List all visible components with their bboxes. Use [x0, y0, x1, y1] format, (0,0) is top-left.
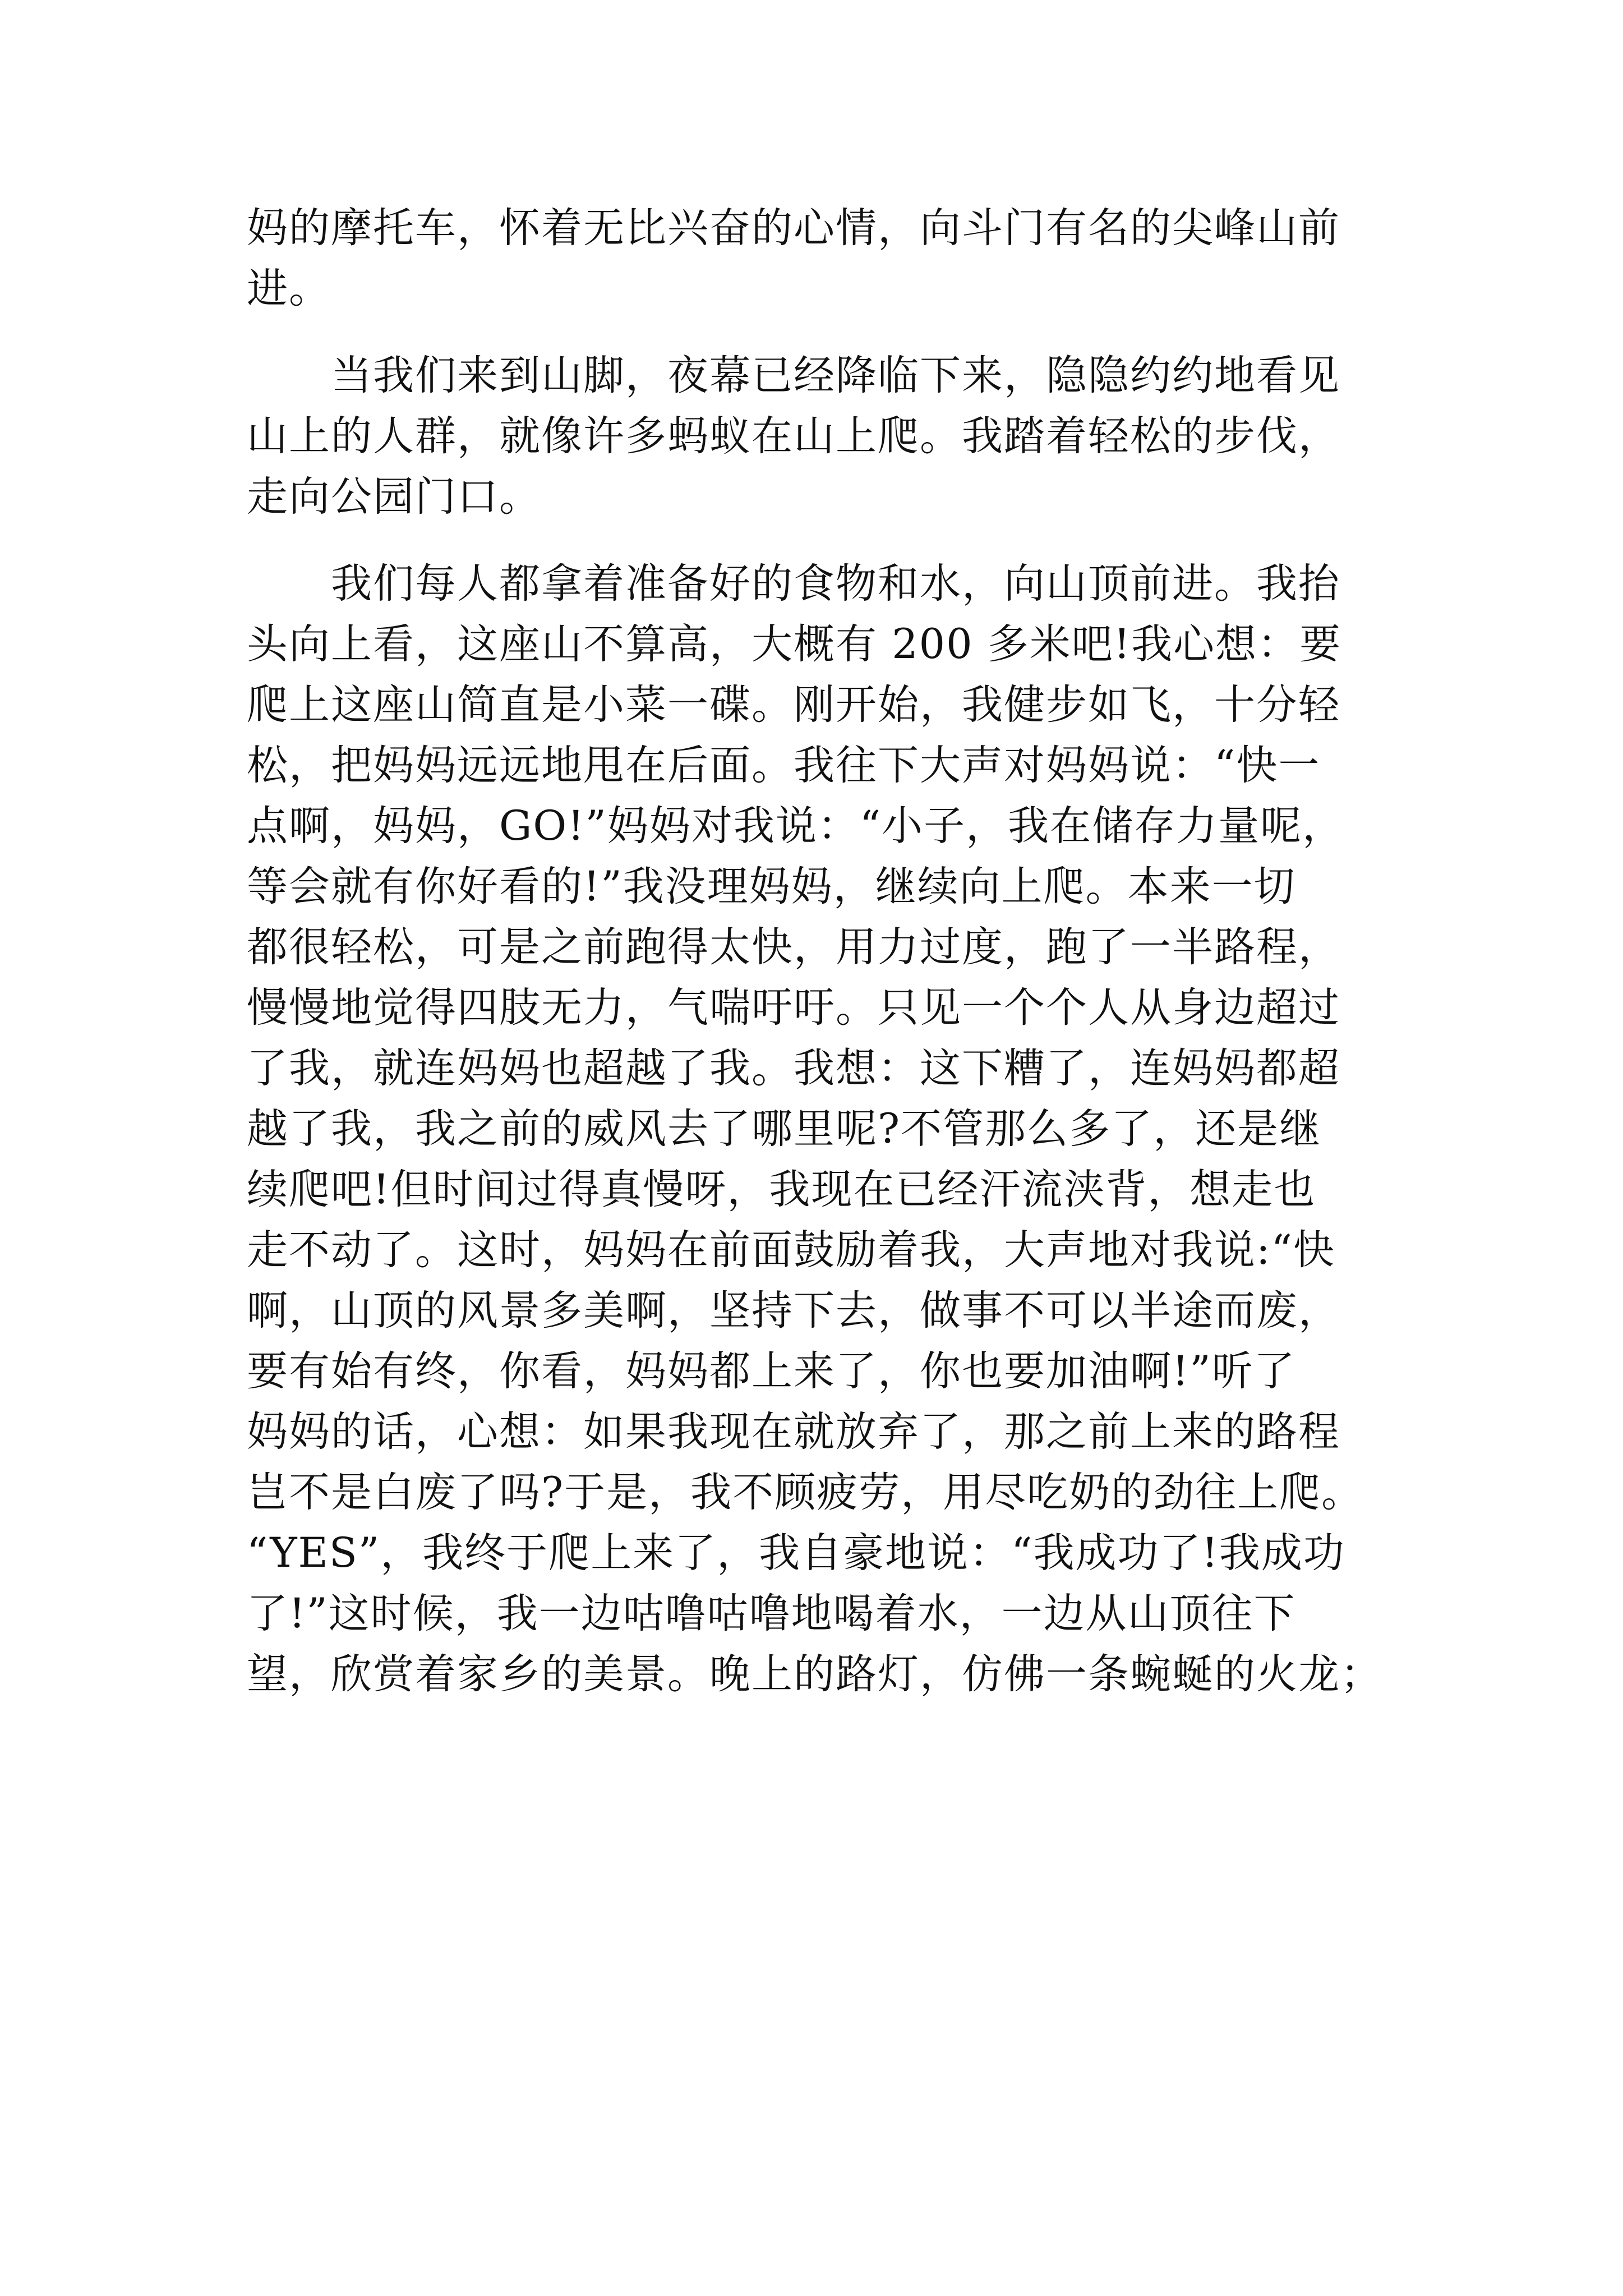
text-line: 要有始有终，你看，妈妈都上来了，你也要加油啊!”听了	[247, 1347, 1296, 1395]
text-line: 续爬吧!但时间过得真慢呀，我现在已经汗流浃背，想走也	[247, 1166, 1316, 1213]
paragraph-first-line: 我们每人都拿着准备好的食物和水，向山顶前进。我抬	[331, 560, 1340, 608]
paragraph-first-line: 当我们来到山脚，夜幕已经降临下来，隐隐约约地看见	[331, 352, 1340, 399]
text-line: 了!”这时候，我一边咕噜咕噜地喝着水，一边从山顶往下	[247, 1590, 1296, 1637]
text-line: “YES”，我终于爬上来了，我自豪地说：“我成功了!我成功	[247, 1529, 1345, 1577]
text-line: 都很轻松，可是之前跑得太快，用力过度，跑了一半路程，	[247, 923, 1340, 971]
text-line: 走向公园门口。	[247, 473, 541, 521]
text-line: 岂不是白废了吗?于是，我不顾疲劳，用尽吃奶的劲往上爬。	[247, 1469, 1364, 1516]
text-line: 走不动了。这时，妈妈在前面鼓励着我，大声地对我说:“快	[247, 1226, 1335, 1274]
text-line: 妈的摩托车，怀着无比兴奋的心情，向斗门有名的尖峰山前	[247, 204, 1340, 252]
text-line: 进。	[247, 265, 331, 312]
text-line: 点啊，妈妈，GO!”妈妈对我说：“小子，我在储存力量呢，	[247, 802, 1345, 850]
text-line: 了我，就连妈妈也超越了我。我想：这下糟了，连妈妈都超	[247, 1045, 1340, 1092]
text-line: 越了我，我之前的威风去了哪里呢?不管那么多了，还是继	[247, 1105, 1322, 1153]
text-line: 松，把妈妈远远地甩在后面。我往下大声对妈妈说：“快一	[247, 742, 1321, 789]
text-line: 爬上这座山简直是小菜一碟。刚开始，我健步如飞，十分轻	[247, 681, 1340, 729]
text-line: 山上的人群，就像许多蚂蚁在山上爬。我踏着轻松的步伐，	[247, 412, 1340, 460]
text-line: 妈妈的话，心想：如果我现在就放弃了，那之前上来的路程	[247, 1408, 1340, 1456]
text-line: 等会就有你好看的!”我没理妈妈，继续向上爬。本来一切	[247, 863, 1296, 910]
text-line: 望，欣赏着家乡的美景。晚上的路灯，仿佛一条蜿蜒的火龙；	[247, 1650, 1382, 1698]
text-line: 慢慢地觉得四肢无力，气喘吁吁。只见一个个人从身边超过	[247, 984, 1340, 1032]
text-line: 头向上看，这座山不算高，大概有 200 多米吧!我心想：要	[247, 620, 1342, 668]
text-line: 啊，山顶的风景多美啊，坚持下去，做事不可以半途而废，	[247, 1287, 1340, 1335]
